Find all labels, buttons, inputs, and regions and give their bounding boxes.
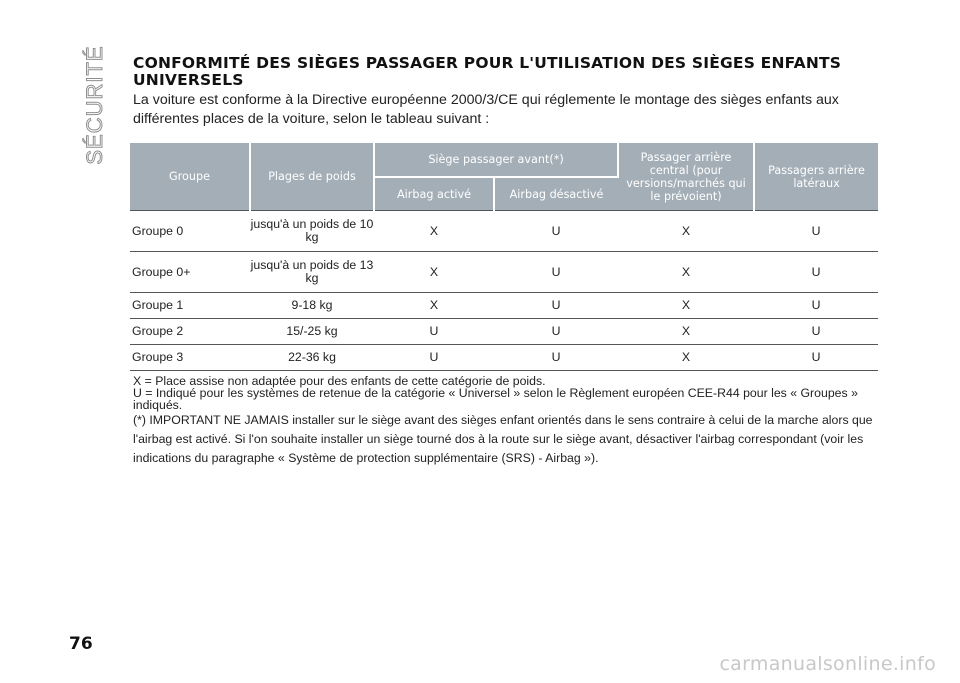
cell-plage: 22-36 kg — [250, 345, 374, 371]
cell-airbag-desactive: U — [494, 345, 618, 371]
table-row — [130, 293, 878, 319]
cell-airbag-active: X — [374, 293, 494, 319]
cell-airbag-active: X — [374, 252, 494, 293]
header-siege-passager-avant: Siège passager avant(*) — [374, 143, 618, 177]
cell-plage: jusqu'à un poids de 13 kg — [250, 252, 374, 293]
cell-lateraux: U — [754, 293, 878, 319]
section-label — [60, 40, 130, 170]
page-number: 76 — [69, 634, 93, 654]
note-important: (*) IMPORTANT NE JAMAIS installer sur le siège avant des sièges enfant orientés dans le sens contraire à celui de la marche alors que l'airbag est activé. Si l'on souhaite installer un siège tourné dos à la route sur le siège avant, désactiver l'airbag correspondant (voir les indications du paragraphe « Système de protection supplémentaire (SRS) - Airbag »). — [133, 413, 873, 465]
cell-lateraux: U — [754, 252, 878, 293]
cell-central: X — [618, 252, 754, 293]
intro-paragraph: La voiture est conforme à la Directive européenne 2000/3/CE qui réglemente le montage des sièges enfants aux différentes places de la voiture, selon le tableau suivant : — [133, 92, 839, 127]
header-groupe: Groupe — [130, 143, 250, 211]
cell-airbag-active: U — [374, 345, 494, 371]
watermark: carmanualsonline.info — [719, 653, 936, 675]
cell-groupe: Groupe 3 — [130, 345, 250, 371]
header-airbag-active: Airbag activé — [374, 177, 494, 211]
table-notes — [133, 375, 893, 468]
cell-lateraux: U — [754, 319, 878, 345]
table-row — [130, 252, 878, 293]
section-label-text: SÉCURITÉ — [82, 45, 107, 165]
cell-groupe: Groupe 0+ — [130, 252, 250, 293]
cell-central: X — [618, 293, 754, 319]
header-plages-de-poids: Plages de poids — [250, 143, 374, 211]
cell-plage: 9-18 kg — [250, 293, 374, 319]
cell-airbag-active: U — [374, 319, 494, 345]
cell-groupe: Groupe 0 — [130, 211, 250, 252]
cell-plage: jusqu'à un poids de 10 kg — [250, 211, 374, 252]
cell-central: X — [618, 319, 754, 345]
note-x: X = Place assise non adaptée pour des enfants de cette catégorie de poids. — [133, 374, 546, 388]
cell-central: X — [618, 345, 754, 371]
header-passager-arriere-central: Passager arrière central (pour versions/marchés qui le prévoient) — [618, 143, 754, 211]
table-row — [130, 211, 878, 252]
cell-plage: 15/-25 kg — [250, 319, 374, 345]
cell-central: X — [618, 211, 754, 252]
table-row — [130, 345, 878, 371]
cell-airbag-desactive: U — [494, 252, 618, 293]
cell-airbag-desactive: U — [494, 319, 618, 345]
cell-groupe: Groupe 1 — [130, 293, 250, 319]
header-airbag-desactive: Airbag désactivé — [494, 177, 618, 211]
cell-airbag-desactive: U — [494, 293, 618, 319]
table-row — [130, 319, 878, 345]
cell-lateraux: U — [754, 211, 878, 252]
page-title: CONFORMITÉ DES SIÈGES PASSAGER POUR L'UTILISATION DES SIÈGES ENFANTS UNIVERSELS — [133, 54, 842, 89]
cell-lateraux: U — [754, 345, 878, 371]
note-u: U = Indiqué pour les systèmes de retenue de la catégorie « Universel » selon le Règlement européen CEE-R44 pour les « Groupes » indiqués. — [133, 386, 858, 412]
seat-conformity-table — [130, 143, 878, 371]
cell-groupe: Groupe 2 — [130, 319, 250, 345]
cell-airbag-active: X — [374, 211, 494, 252]
cell-airbag-desactive: U — [494, 211, 618, 252]
header-passagers-arriere-lateraux: Passagers arrière latéraux — [754, 143, 878, 211]
